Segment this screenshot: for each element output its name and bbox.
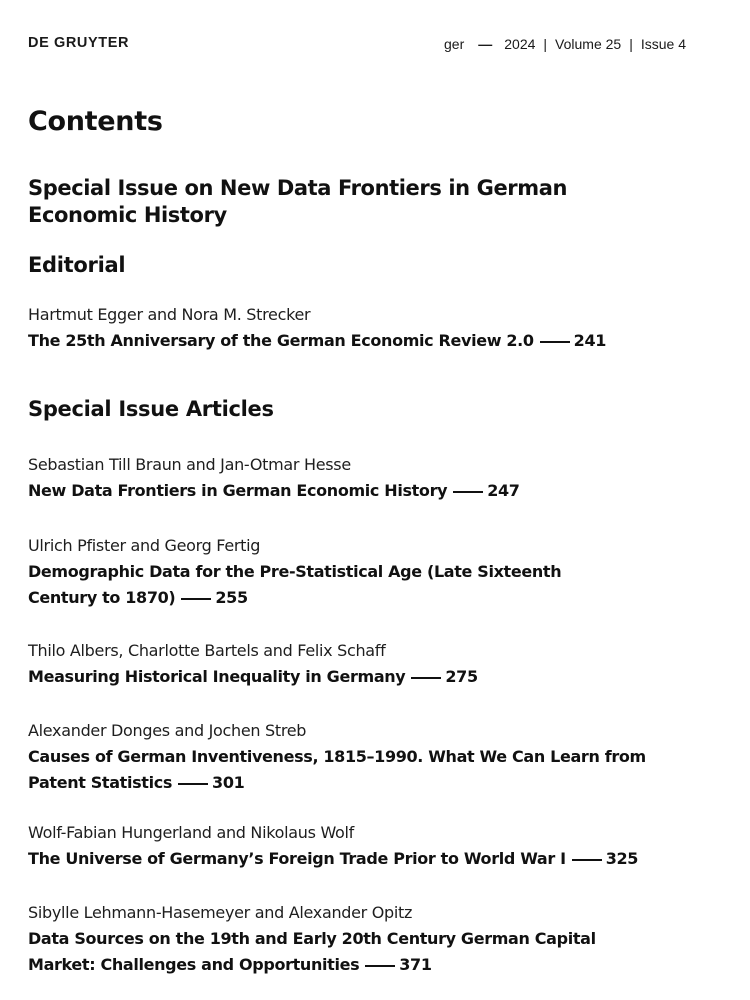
entry-authors: Wolf-Fabian Hungerland and Nikolaus Wolf [28, 823, 354, 842]
entry-title-text: Data Sources on the 19th and Early 20th Century German Capital Market: Challenges and Opportunities [28, 929, 596, 974]
page-dash [365, 965, 395, 967]
entry-title-text: The Universe of Germany’s Foreign Trade Prior to World War I [28, 849, 566, 868]
entry-title-text: New Data Frontiers in German Economic History [28, 481, 448, 500]
journal-abbrev: ger [444, 36, 465, 52]
entry-title-text: Causes of German Inventiveness, 1815–1990. What We Can Learn from Patent Statistics [28, 747, 646, 792]
toc-entry[interactable] [28, 902, 668, 978]
toc-entry[interactable] [28, 535, 618, 611]
entry-title-text: Measuring Historical Inequality in Germany [28, 667, 406, 686]
entry-title[interactable] [28, 926, 668, 978]
entry-authors: Sebastian Till Braun and Jan-Otmar Hesse [28, 455, 351, 474]
entry-page: 247 [487, 481, 520, 500]
entry-authors: Alexander Donges and Jochen Streb [28, 721, 307, 740]
entry-authors: Ulrich Pfister and Georg Fertig [28, 536, 261, 555]
entry-authors: Hartmut Egger and Nora M. Strecker [28, 305, 311, 324]
page-dash [540, 341, 570, 343]
toc-entry[interactable] [28, 454, 708, 504]
toc-entry[interactable] [28, 720, 696, 796]
journal-meta [444, 36, 686, 52]
page-dash [411, 677, 441, 679]
page-header [28, 35, 686, 55]
entry-page: 241 [573, 331, 607, 350]
entry-title[interactable] [28, 478, 708, 504]
entry-title[interactable] [28, 328, 708, 354]
entry-page: 301 [212, 773, 245, 792]
entry-title[interactable] [28, 744, 696, 796]
page-dash [181, 598, 211, 600]
journal-year: 2024 [504, 36, 536, 52]
toc-entry[interactable] [28, 640, 708, 690]
entry-page: 275 [445, 667, 478, 686]
publisher-logo: DE GRUYTER [28, 35, 130, 51]
page-dash [572, 859, 602, 861]
toc-entry[interactable] [28, 304, 708, 354]
entry-title-text: The 25th Anniversary of the German Economic Review 2.0 [28, 331, 534, 350]
entry-authors: Sibylle Lehmann-Hasemeyer and Alexander Opitz [28, 903, 413, 922]
journal-issue: Issue 4 [640, 36, 686, 52]
section-heading-articles: Special Issue Articles [28, 397, 274, 421]
entry-title[interactable] [28, 559, 618, 611]
entry-page: 325 [605, 849, 639, 868]
page-dash [178, 783, 208, 785]
entry-authors: Thilo Albers, Charlotte Bartels and Felix Schaff [28, 641, 386, 660]
meta-separator: | [629, 36, 633, 52]
toc-entry[interactable] [28, 822, 708, 872]
page-dash [453, 491, 483, 493]
contents-title: Contents [28, 106, 163, 137]
journal-volume: Volume 25 [555, 36, 622, 52]
entry-title[interactable] [28, 664, 708, 690]
entry-page: 371 [399, 955, 432, 974]
entry-title[interactable] [28, 846, 708, 872]
meta-dash: — [478, 36, 493, 52]
special-issue-title: Special Issue on New Data Frontiers in German Economic History [28, 176, 568, 227]
meta-separator: | [543, 36, 548, 52]
entry-page: 255 [215, 588, 248, 607]
section-heading-editorial: Editorial [28, 253, 126, 277]
entry-title-text: Demographic Data for the Pre-Statistical Age (Late Sixteenth Century to 1870) [28, 562, 562, 607]
